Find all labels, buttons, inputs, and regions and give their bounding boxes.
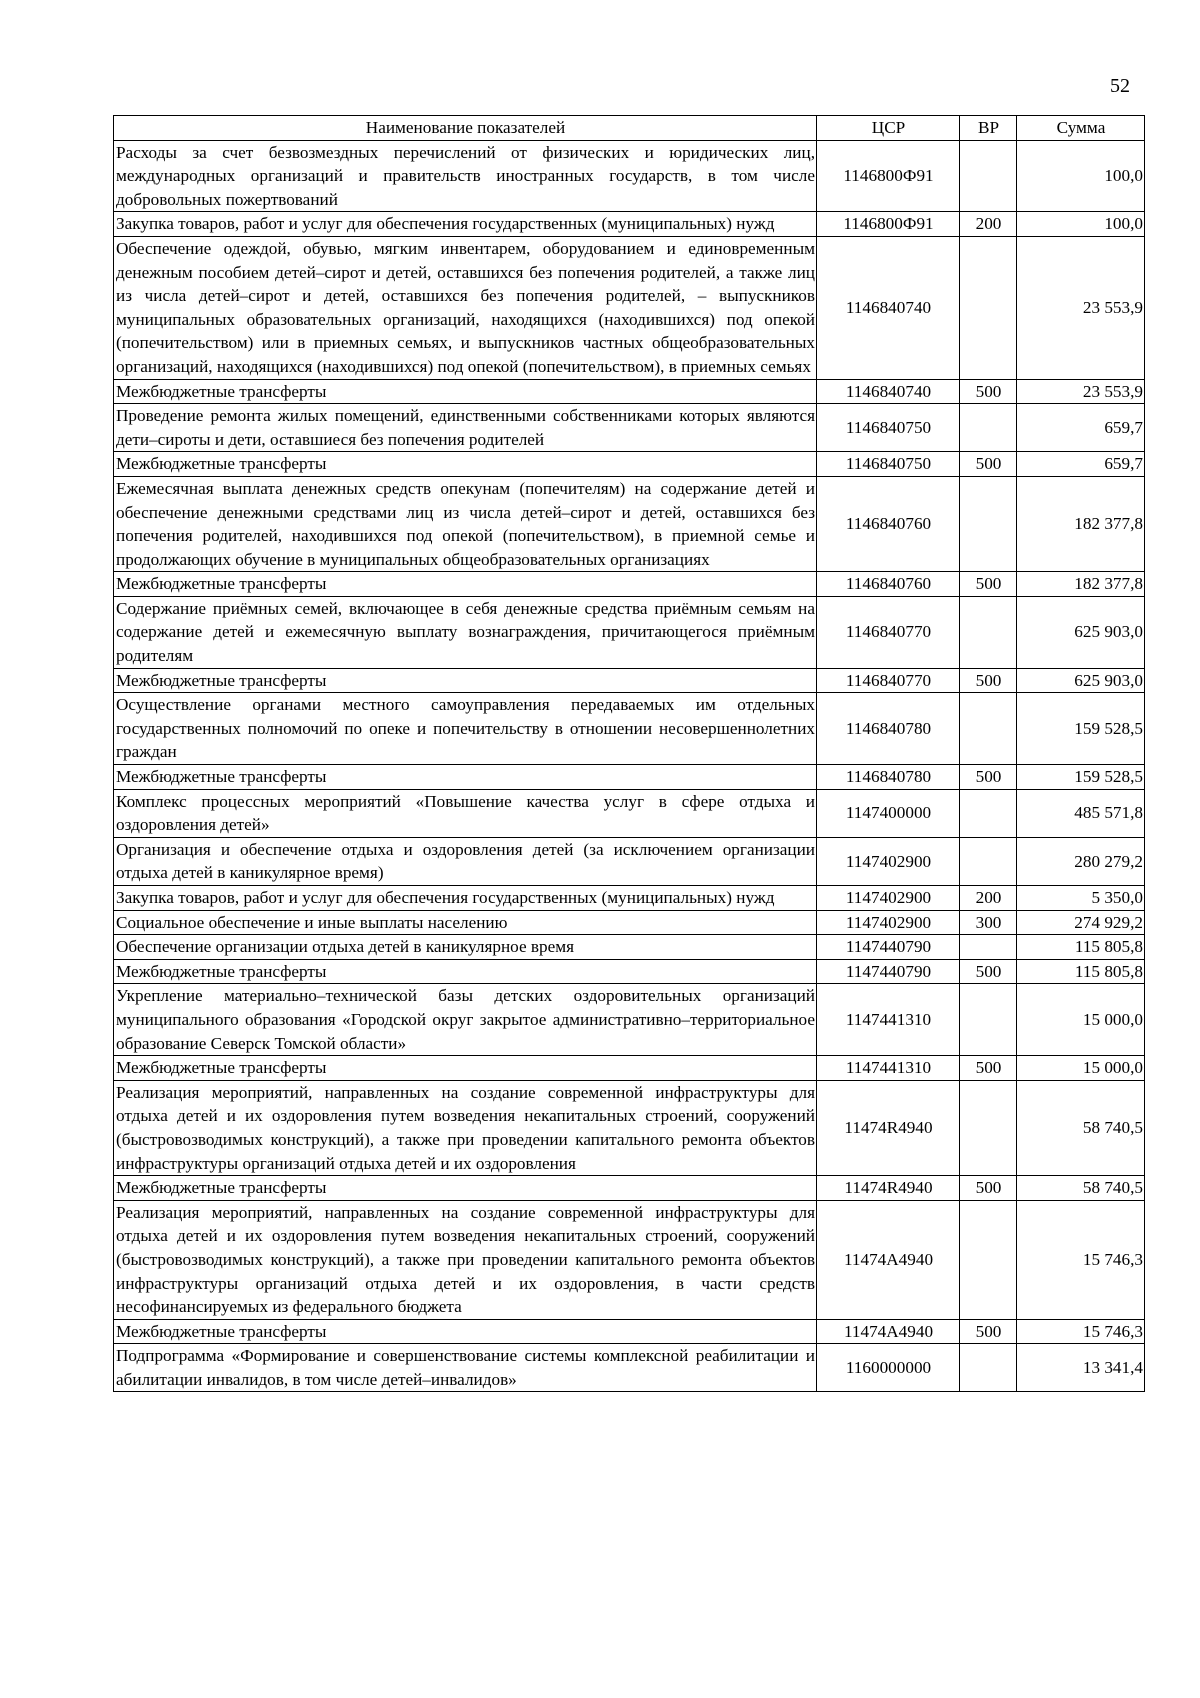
row-name-cell: Межбюджетные трансферты xyxy=(114,668,817,693)
table-row xyxy=(114,837,1145,885)
table-row xyxy=(114,236,1145,379)
row-vr-cell: 500 xyxy=(960,1319,1017,1344)
table-row xyxy=(114,1319,1145,1344)
row-sum-cell: 159 528,5 xyxy=(1017,765,1145,790)
row-sum-cell: 115 805,8 xyxy=(1017,935,1145,960)
row-vr-cell: 500 xyxy=(960,959,1017,984)
row-name-cell: Межбюджетные трансферты xyxy=(114,452,817,477)
row-vr-cell: 500 xyxy=(960,1056,1017,1081)
row-name-cell: Осуществление органами местного самоуправления передаваемых им отдельных государственных полномочий по опеке и попечительству в отношении несовершеннолетних граждан xyxy=(114,693,817,765)
row-csr-cell: 1147402900 xyxy=(817,837,960,885)
budget-table xyxy=(113,115,1145,1392)
row-sum-cell: 280 279,2 xyxy=(1017,837,1145,885)
row-sum-cell: 625 903,0 xyxy=(1017,668,1145,693)
table-row xyxy=(114,789,1145,837)
row-name-cell: Комплекс процессных мероприятий «Повышение качества услуг в сфере отдыха и оздоровления детей» xyxy=(114,789,817,837)
row-sum-cell: 159 528,5 xyxy=(1017,693,1145,765)
row-name-cell: Межбюджетные трансферты xyxy=(114,959,817,984)
row-vr-cell: 500 xyxy=(960,765,1017,790)
row-name-cell: Реализация мероприятий, направленных на создание современной инфраструктуры для отдыха детей и их оздоровления путем возведения некапитальных строений, сооружений (быстровозводимых конструкций), а также при проведении капитального ремонта объектов инфраструктуры организаций отдыха детей и их оздоровления, в части средств несофинансируемых из федерального бюджета xyxy=(114,1200,817,1319)
table-row xyxy=(114,1080,1145,1175)
table-row xyxy=(114,212,1145,237)
row-name-cell: Расходы за счет безвозмездных перечислений от физических и юридических лиц, международных организаций и правительств иностранных государств, в том числе добровольных пожертвований xyxy=(114,140,817,212)
table-row xyxy=(114,935,1145,960)
row-csr-cell: 1147400000 xyxy=(817,789,960,837)
row-csr-cell: 1146840750 xyxy=(817,404,960,452)
row-vr-cell: 500 xyxy=(960,572,1017,597)
row-vr-cell xyxy=(960,1344,1017,1392)
header-sum: Сумма xyxy=(1017,116,1145,141)
row-sum-cell: 58 740,5 xyxy=(1017,1176,1145,1201)
header-csr: ЦСР xyxy=(817,116,960,141)
row-vr-cell xyxy=(960,1200,1017,1319)
table-body xyxy=(114,140,1145,1392)
row-csr-cell: 1146840750 xyxy=(817,452,960,477)
row-sum-cell: 15 000,0 xyxy=(1017,984,1145,1056)
table-header-row xyxy=(114,116,1145,141)
row-vr-cell: 200 xyxy=(960,886,1017,911)
row-sum-cell: 100,0 xyxy=(1017,140,1145,212)
table-row xyxy=(114,765,1145,790)
row-sum-cell: 15 746,3 xyxy=(1017,1200,1145,1319)
row-name-cell: Закупка товаров, работ и услуг для обеспечения государственных (муниципальных) нужд xyxy=(114,886,817,911)
row-sum-cell: 15 000,0 xyxy=(1017,1056,1145,1081)
row-csr-cell: 1147440790 xyxy=(817,959,960,984)
row-csr-cell: 1147441310 xyxy=(817,1056,960,1081)
row-name-cell: Обеспечение одеждой, обувью, мягким инвентарем, оборудованием и единовременным денежным пособием детей–сирот и детей, оставшихся без попечения родителей, а также лиц из числа детей–сирот и детей, оставшихся без попечения родителей, – выпускников муниципальных образовательных организаций, находящихся (находившихся) под опекой (попечительством) или в приемных семьях, и выпускников частных общеобразовательных организаций, находящихся (находившихся) под опекой (попечительством), в приемных семьях xyxy=(114,236,817,379)
row-csr-cell: 1147441310 xyxy=(817,984,960,1056)
row-name-cell: Социальное обеспечение и иные выплаты населению xyxy=(114,910,817,935)
row-sum-cell: 115 805,8 xyxy=(1017,959,1145,984)
row-vr-cell xyxy=(960,476,1017,571)
page-number: 52 xyxy=(1110,75,1130,97)
row-vr-cell: 500 xyxy=(960,379,1017,404)
row-vr-cell: 300 xyxy=(960,910,1017,935)
table-row xyxy=(114,404,1145,452)
row-csr-cell: 1146800Ф91 xyxy=(817,212,960,237)
table-row xyxy=(114,984,1145,1056)
row-sum-cell: 485 571,8 xyxy=(1017,789,1145,837)
row-name-cell: Реализация мероприятий, направленных на создание современной инфраструктуры для отдыха детей и их оздоровления путем возведения некапитальных строений, сооружений (быстровозводимых конструкций), а также при проведении капитального ремонта объектов инфраструктуры организаций отдыха детей и их оздоровления xyxy=(114,1080,817,1175)
row-sum-cell: 182 377,8 xyxy=(1017,476,1145,571)
row-csr-cell: 1146840780 xyxy=(817,765,960,790)
row-vr-cell xyxy=(960,236,1017,379)
row-vr-cell xyxy=(960,789,1017,837)
row-csr-cell: 1146840760 xyxy=(817,572,960,597)
row-name-cell: Подпрограмма «Формирование и совершенствование системы комплексной реабилитации и абилитации инвалидов, в том числе детей–инвалидов» xyxy=(114,1344,817,1392)
row-sum-cell: 13 341,4 xyxy=(1017,1344,1145,1392)
row-sum-cell: 58 740,5 xyxy=(1017,1080,1145,1175)
row-sum-cell: 659,7 xyxy=(1017,452,1145,477)
table-row xyxy=(114,1176,1145,1201)
row-name-cell: Межбюджетные трансферты xyxy=(114,765,817,790)
row-name-cell: Обеспечение организации отдыха детей в каникулярное время xyxy=(114,935,817,960)
table-row xyxy=(114,668,1145,693)
table-row xyxy=(114,140,1145,212)
row-sum-cell: 274 929,2 xyxy=(1017,910,1145,935)
row-name-cell: Организация и обеспечение отдыха и оздоровления детей (за исключением организации отдыха детей в каникулярное время) xyxy=(114,837,817,885)
row-sum-cell: 23 553,9 xyxy=(1017,379,1145,404)
row-csr-cell: 11474R4940 xyxy=(817,1176,960,1201)
row-sum-cell: 182 377,8 xyxy=(1017,572,1145,597)
row-vr-cell: 500 xyxy=(960,1176,1017,1201)
row-vr-cell: 200 xyxy=(960,212,1017,237)
row-csr-cell: 1146800Ф91 xyxy=(817,140,960,212)
row-csr-cell: 1146840780 xyxy=(817,693,960,765)
table-row xyxy=(114,1344,1145,1392)
table-row xyxy=(114,693,1145,765)
table-row xyxy=(114,886,1145,911)
row-csr-cell: 1147440790 xyxy=(817,935,960,960)
row-csr-cell: 1147402900 xyxy=(817,886,960,911)
table-row xyxy=(114,1200,1145,1319)
row-vr-cell xyxy=(960,693,1017,765)
row-vr-cell xyxy=(960,596,1017,668)
row-sum-cell: 659,7 xyxy=(1017,404,1145,452)
table-row xyxy=(114,596,1145,668)
row-csr-cell: 11474A4940 xyxy=(817,1319,960,1344)
row-name-cell: Межбюджетные трансферты xyxy=(114,1176,817,1201)
row-vr-cell xyxy=(960,1080,1017,1175)
header-name: Наименование показателей xyxy=(114,116,817,141)
header-vr: ВР xyxy=(960,116,1017,141)
row-name-cell: Межбюджетные трансферты xyxy=(114,1056,817,1081)
row-name-cell: Межбюджетные трансферты xyxy=(114,1319,817,1344)
row-csr-cell: 1146840770 xyxy=(817,668,960,693)
row-vr-cell xyxy=(960,140,1017,212)
row-vr-cell: 500 xyxy=(960,668,1017,693)
row-csr-cell: 1146840740 xyxy=(817,379,960,404)
table-row xyxy=(114,910,1145,935)
row-vr-cell: 500 xyxy=(960,452,1017,477)
row-sum-cell: 100,0 xyxy=(1017,212,1145,237)
row-csr-cell: 1146840760 xyxy=(817,476,960,571)
table-row xyxy=(114,1056,1145,1081)
row-name-cell: Укрепление материально–технической базы детских оздоровительных организаций муниципального образования «Городской округ закрытое административно–территориальное образование Северск Томской области» xyxy=(114,984,817,1056)
row-vr-cell xyxy=(960,935,1017,960)
table-row xyxy=(114,379,1145,404)
row-sum-cell: 5 350,0 xyxy=(1017,886,1145,911)
table-row xyxy=(114,572,1145,597)
row-name-cell: Закупка товаров, работ и услуг для обеспечения государственных (муниципальных) нужд xyxy=(114,212,817,237)
row-vr-cell xyxy=(960,837,1017,885)
table-row xyxy=(114,452,1145,477)
row-name-cell: Ежемесячная выплата денежных средств опекунам (попечителям) на содержание детей и обеспечение денежными средствами лиц из числа детей–сирот и детей, оставшихся без попечения родителей, находившихся под опекой (попечительством), в приемной семье и продолжающих обучение в муниципальных общеобразовательных организациях xyxy=(114,476,817,571)
table-row xyxy=(114,476,1145,571)
row-vr-cell xyxy=(960,984,1017,1056)
row-csr-cell: 11474A4940 xyxy=(817,1200,960,1319)
row-csr-cell: 11474R4940 xyxy=(817,1080,960,1175)
row-name-cell: Межбюджетные трансферты xyxy=(114,572,817,597)
row-csr-cell: 1146840740 xyxy=(817,236,960,379)
row-sum-cell: 625 903,0 xyxy=(1017,596,1145,668)
row-sum-cell: 15 746,3 xyxy=(1017,1319,1145,1344)
row-csr-cell: 1160000000 xyxy=(817,1344,960,1392)
row-sum-cell: 23 553,9 xyxy=(1017,236,1145,379)
table-row xyxy=(114,959,1145,984)
row-name-cell: Проведение ремонта жилых помещений, единственными собственниками которых являются дети–сироты и дети, оставшиеся без попечения родителей xyxy=(114,404,817,452)
row-name-cell: Межбюджетные трансферты xyxy=(114,379,817,404)
row-vr-cell xyxy=(960,404,1017,452)
row-name-cell: Содержание приёмных семей, включающее в себя денежные средства приёмным семьям на содержание детей и ежемесячную выплату вознаграждения, причитающегося приёмным родителям xyxy=(114,596,817,668)
row-csr-cell: 1146840770 xyxy=(817,596,960,668)
row-csr-cell: 1147402900 xyxy=(817,910,960,935)
